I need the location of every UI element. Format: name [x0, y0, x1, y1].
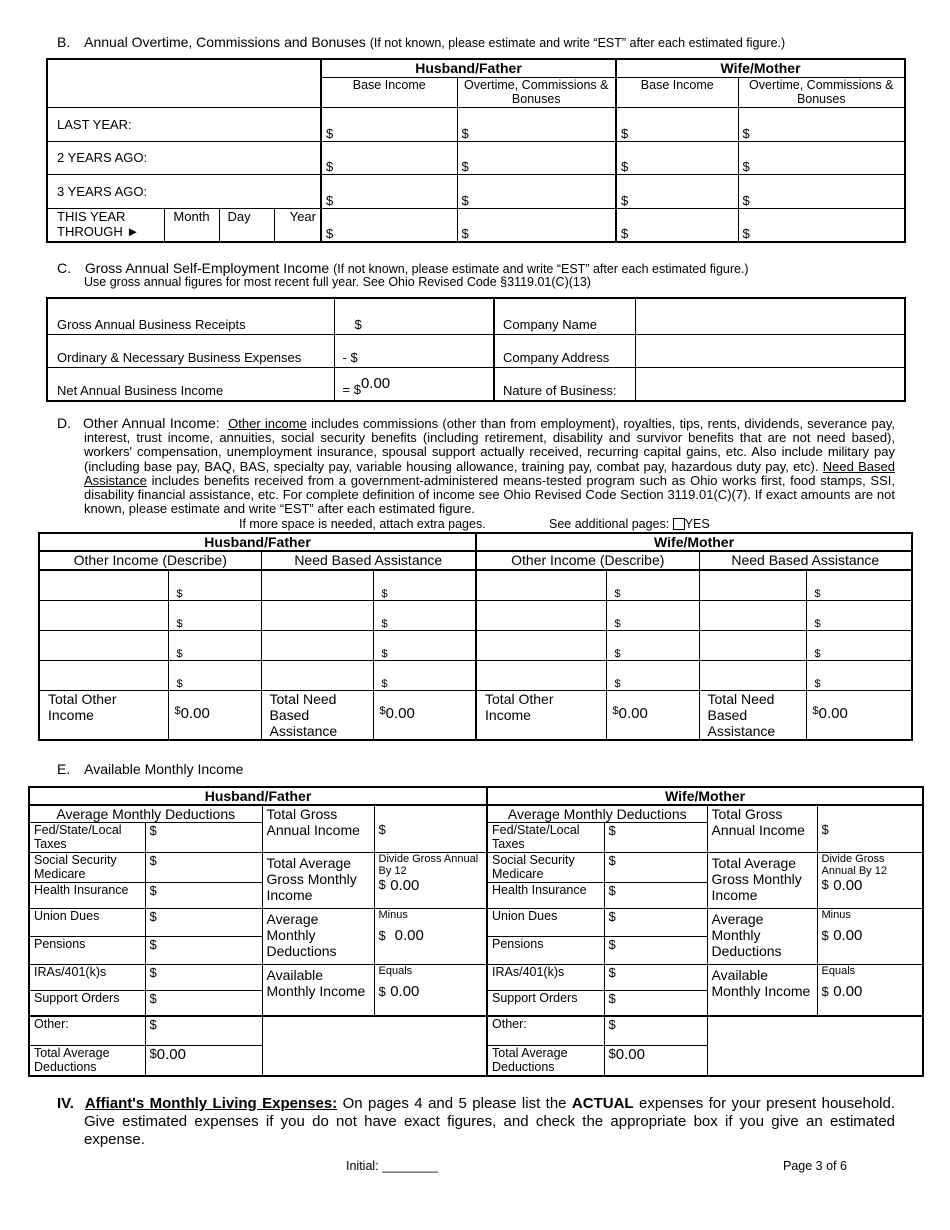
section-iv-title: Affiant's Monthly Living Expenses: [84, 1095, 338, 1112]
total-other-income-field[interactable]: $0.00 [606, 690, 699, 740]
union-dues-field[interactable]: $ [145, 909, 262, 937]
other-income-description[interactable] [476, 600, 606, 630]
company-name-field[interactable] [635, 298, 905, 334]
social-security-label: Social Security Medicare [29, 853, 145, 883]
other-income-amount[interactable]: $ [168, 660, 261, 690]
total-need-based-value: 0.00 [385, 704, 415, 722]
need-based-amount[interactable]: $ [806, 630, 912, 660]
equals-value: 0.00 [833, 983, 863, 1000]
other-income-description[interactable] [476, 630, 606, 660]
health-insurance-label: Health Insurance [29, 883, 145, 909]
total-gross-annual-label: Total Gross Annual Income [262, 805, 374, 853]
total-avg-deductions-field[interactable]: $0.00 [604, 1046, 707, 1076]
wife-header: Wife/Mother [487, 787, 923, 805]
base-income-field[interactable]: $ [321, 107, 457, 141]
total-avg-deductions-label: Total Average Deductions [29, 1046, 145, 1076]
other-deduction-field[interactable]: $ [604, 1016, 707, 1046]
need-based-description[interactable] [699, 570, 806, 600]
other-income-description[interactable] [39, 630, 168, 660]
available-monthly-income-label: Available Monthly Income [707, 965, 817, 1016]
equals-field[interactable]: Equals $ 0.00 [374, 965, 487, 1016]
health-insurance-label: Health Insurance [487, 883, 604, 909]
section-c-note: Use gross annual figures for most recent full year. See Ohio Revised Code §3119.01(C)(13) [84, 275, 591, 289]
base-income-field[interactable]: $ [616, 107, 738, 141]
health-insurance-field[interactable]: $ [604, 883, 707, 909]
table-row [39, 660, 912, 690]
base-income-field[interactable]: $ [616, 141, 738, 174]
month-field[interactable]: Month [164, 208, 219, 242]
wife-header: Wife/Mother [616, 59, 905, 77]
overtime-header: Overtime, Commissions & Bonuses [738, 77, 905, 107]
husband-header: Husband/Father [39, 533, 476, 551]
yes-checkbox[interactable] [673, 518, 685, 530]
total-gross-annual-label: Total Gross Annual Income [707, 805, 817, 853]
total-avg-gross-monthly-label: Total Average Gross Monthly Income [707, 853, 817, 909]
need-based-header: Need Based Assistance [699, 551, 912, 570]
need-based-description[interactable] [261, 600, 373, 630]
base-income-field[interactable]: $ [321, 174, 457, 208]
equals-field[interactable]: Equals $ 0.00 [817, 965, 923, 1016]
overtime-field[interactable]: $ [738, 107, 905, 141]
business-expenses-label: Ordinary & Necessary Business Expenses [47, 334, 334, 367]
equals-value: 0.00 [390, 983, 420, 1000]
section-b-note: (If not known, please estimate and write “EST” after each estimated figure.) [369, 36, 786, 50]
other-income-header: Other Income (Describe) [39, 551, 261, 570]
extra-pages-note: If more space is needed, attach extra pages. [239, 517, 486, 531]
minus-value: 0.00 [833, 927, 863, 944]
fed-state-local-taxes-field[interactable]: $ [604, 823, 707, 853]
iras-401k-field[interactable]: $ [604, 965, 707, 991]
total-other-income-field[interactable]: $0.00 [168, 690, 261, 740]
overtime-field[interactable]: $ [738, 141, 905, 174]
social-security-field[interactable]: $ [604, 853, 707, 883]
net-income-label: Net Annual Business Income [47, 367, 334, 401]
total-other-income-label: Total Other Income [39, 690, 168, 740]
overtime-field[interactable]: $ [457, 174, 616, 208]
overtime-field[interactable]: $ [738, 174, 905, 208]
base-income-field[interactable]: $ [616, 174, 738, 208]
gross-receipts-field[interactable]: $ [334, 298, 494, 334]
overtime-field[interactable]: $ [457, 208, 616, 242]
section-c-heading: C. Gross Annual Self-Employment Income (If not known, please estimate and write “EST” after each estimated figure.) [57, 260, 749, 276]
need-based-amount[interactable]: $ [806, 660, 912, 690]
gross-receipts-label: Gross Annual Business Receipts [47, 298, 334, 334]
fed-state-local-taxes-label: Fed/State/Local Taxes [487, 823, 604, 853]
section-letter: B. [57, 34, 71, 50]
overtime-header: Overtime, Commissions & Bonuses [457, 77, 616, 107]
pensions-field[interactable]: $ [145, 937, 262, 965]
row-label-3-years-ago: 3 YEARS AGO: [47, 174, 321, 208]
husband-header: Husband/Father [321, 59, 616, 77]
support-orders-field[interactable]: $ [145, 991, 262, 1016]
business-expenses-field[interactable]: - $ [334, 334, 494, 367]
row-label-last-year: LAST YEAR: [47, 107, 321, 141]
need-based-description[interactable] [699, 600, 806, 630]
other-income-description[interactable] [476, 570, 606, 600]
table-row [39, 570, 912, 600]
need-based-description[interactable] [699, 660, 806, 690]
gross-monthly-value: 0.00 [390, 877, 420, 894]
overtime-table [46, 58, 906, 243]
page-number: Page 3 of 6 [783, 1159, 847, 1173]
nature-of-business-label: Nature of Business: [494, 367, 635, 401]
avg-deductions-header: Average Monthly Deductions [487, 805, 707, 823]
avg-deductions-header: Average Monthly Deductions [29, 805, 262, 823]
total-avg-deductions-value: 0.00 [156, 1046, 186, 1063]
total-need-based-label: Total Need Based Assistance [699, 690, 806, 740]
base-income-header: Base Income [616, 77, 738, 107]
social-security-field[interactable]: $ [145, 853, 262, 883]
other-income-amount[interactable]: $ [606, 570, 699, 600]
union-dues-label: Union Dues [487, 909, 604, 937]
gross-monthly-value: 0.00 [833, 877, 863, 894]
total-avg-deductions-field[interactable]: $0.00 [145, 1046, 262, 1076]
total-gross-annual-field[interactable]: $ [374, 805, 487, 853]
total-avg-gross-monthly-label: Total Average Gross Monthly Income [262, 853, 374, 909]
husband-header: Husband/Father [29, 787, 487, 805]
other-income-description[interactable] [39, 600, 168, 630]
section-e-title: Available Monthly Income [84, 761, 244, 777]
need-based-amount[interactable]: $ [806, 570, 912, 600]
other-income-amount[interactable]: $ [606, 630, 699, 660]
other-income-description[interactable] [39, 660, 168, 690]
other-deduction-field[interactable]: $ [145, 1016, 262, 1046]
section-c-title: Gross Annual Self-Employment Income [84, 260, 330, 276]
net-income-field[interactable]: = $0.00 [334, 367, 494, 401]
need-based-description[interactable] [261, 570, 373, 600]
iras-401k-label: IRAs/401(k)s [29, 965, 145, 991]
base-income-header: Base Income [321, 77, 457, 107]
total-need-based-field[interactable]: $0.00 [806, 690, 912, 740]
need-based-description[interactable] [261, 660, 373, 690]
section-d-title: Other Annual Income: [83, 415, 220, 431]
other-deduction-label: Other: [29, 1016, 145, 1046]
this-year-through-label: THIS YEAR THROUGH ► [47, 208, 164, 242]
total-avg-deductions-label: Total Average Deductions [487, 1046, 604, 1076]
need-based-amount[interactable]: $ [373, 660, 476, 690]
other-income-amount[interactable]: $ [606, 660, 699, 690]
base-income-field[interactable]: $ [321, 141, 457, 174]
union-dues-field[interactable]: $ [604, 909, 707, 937]
total-need-based-label: Total Need Based Assistance [261, 690, 373, 740]
company-address-label: Company Address [494, 334, 635, 367]
other-income-description[interactable] [39, 570, 168, 600]
nature-of-business-field[interactable] [635, 367, 905, 401]
additional-pages: See additional pages: YES [549, 517, 710, 531]
section-e-heading: E. Available Monthly Income [57, 761, 244, 777]
need-based-amount[interactable]: $ [373, 630, 476, 660]
year-field[interactable]: Year [274, 208, 321, 242]
total-need-based-value: 0.00 [818, 704, 848, 722]
minus-field[interactable]: Minus $ 0.00 [817, 909, 923, 965]
total-need-based-field[interactable]: $0.00 [373, 690, 476, 740]
social-security-label: Social Security Medicare [487, 853, 604, 883]
union-dues-label: Union Dues [29, 909, 145, 937]
gross-monthly-field[interactable]: Divide Gross Annual By 12 $ 0.00 [817, 853, 923, 909]
fed-state-local-taxes-field[interactable]: $ [145, 823, 262, 853]
net-income-value: 0.00 [360, 375, 391, 392]
total-other-income-label: Total Other Income [476, 690, 606, 740]
minus-field[interactable]: Minus $ 0.00 [374, 909, 487, 965]
total-gross-annual-field[interactable]: $ [817, 805, 923, 853]
monthly-income-table [28, 786, 924, 1077]
day-field[interactable]: Day [219, 208, 274, 242]
overtime-field[interactable]: $ [457, 107, 616, 141]
overtime-field[interactable]: $ [457, 141, 616, 174]
fed-state-local-taxes-label: Fed/State/Local Taxes [29, 823, 145, 853]
initial-field[interactable]: Initial: ________ [346, 1159, 438, 1173]
total-other-income-value: 0.00 [618, 704, 648, 722]
need-based-description[interactable] [261, 630, 373, 660]
need-based-description[interactable] [699, 630, 806, 660]
section-d-text: D. Other Annual Income: Other income includes commissions (other than from employment), royalties, tips, rents, dividends, severance pay, interest, trust income, annuities, social security benefits (including retirement, disability and survivor benefits that are not need based), workers' compensation, unemployment insurance, spousal support actually received, recurring capital gains, etc. Also include military pay (including base pay, BAQ, BAS, specialty pay, variable housing allowance, training pay, combat pay, hazardous duty pay, etc). Need Based Assistance includes benefits received from a government-administered means-tested program such as Ohio works first, food stamps, SSI, disability financial assistance, etc. For complete definition of income see Ohio Revised Code Section 3119.01(C)(7). If exact amounts are not known, please estimate and write “EST” after each estimated figure. [57, 415, 895, 517]
support-orders-label: Support Orders [29, 991, 145, 1016]
base-income-field[interactable]: $ [321, 208, 457, 242]
support-orders-label: Support Orders [487, 991, 604, 1016]
other-income-amount[interactable]: $ [168, 570, 261, 600]
need-based-amount[interactable]: $ [806, 600, 912, 630]
wife-header: Wife/Mother [476, 533, 912, 551]
other-income-amount[interactable]: $ [168, 630, 261, 660]
support-orders-field[interactable]: $ [604, 991, 707, 1016]
need-based-amount[interactable]: $ [373, 570, 476, 600]
available-monthly-income-label: Available Monthly Income [262, 965, 374, 1016]
gross-monthly-field[interactable]: Divide Gross Annual By 12 $ 0.00 [374, 853, 487, 909]
iras-401k-label: IRAs/401(k)s [487, 965, 604, 991]
other-deduction-label: Other: [487, 1016, 604, 1046]
row-label-2-years-ago: 2 YEARS AGO: [47, 141, 321, 174]
other-income-amount[interactable]: $ [606, 600, 699, 630]
base-income-field[interactable]: $ [616, 208, 738, 242]
need-based-amount[interactable]: $ [373, 600, 476, 630]
table-row [39, 630, 912, 660]
minus-value: 0.00 [394, 927, 424, 944]
other-income-description[interactable] [476, 660, 606, 690]
other-income-table [38, 532, 913, 741]
total-avg-deductions-value: 0.00 [615, 1046, 645, 1063]
other-income-amount[interactable]: $ [168, 600, 261, 630]
other-income-header: Other Income (Describe) [476, 551, 699, 570]
avg-monthly-deductions-label: Average Monthly Deductions [262, 909, 374, 965]
avg-monthly-deductions-label: Average Monthly Deductions [707, 909, 817, 965]
pensions-label: Pensions [29, 937, 145, 965]
need-based-header: Need Based Assistance [261, 551, 476, 570]
section-b-heading [57, 34, 785, 50]
company-address-field[interactable] [635, 334, 905, 367]
total-other-income-value: 0.00 [180, 704, 210, 722]
section-iv: IV. Affiant's Monthly Living Expenses: On pages 4 and 5 please list the ACTUAL expenses for your present household. Give estimated expenses if you do not have exact figures, and check the appropriate box if you give an estimated expense. [57, 1095, 895, 1148]
iras-401k-field[interactable]: $ [145, 965, 262, 991]
overtime-field[interactable]: $ [738, 208, 905, 242]
self-employment-table [46, 297, 906, 402]
pensions-label: Pensions [487, 937, 604, 965]
pensions-field[interactable]: $ [604, 937, 707, 965]
section-b-title: Annual Overtime, Commissions and Bonuses [84, 34, 366, 50]
company-name-label: Company Name [494, 298, 635, 334]
health-insurance-field[interactable]: $ [145, 883, 262, 909]
table-row [39, 600, 912, 630]
